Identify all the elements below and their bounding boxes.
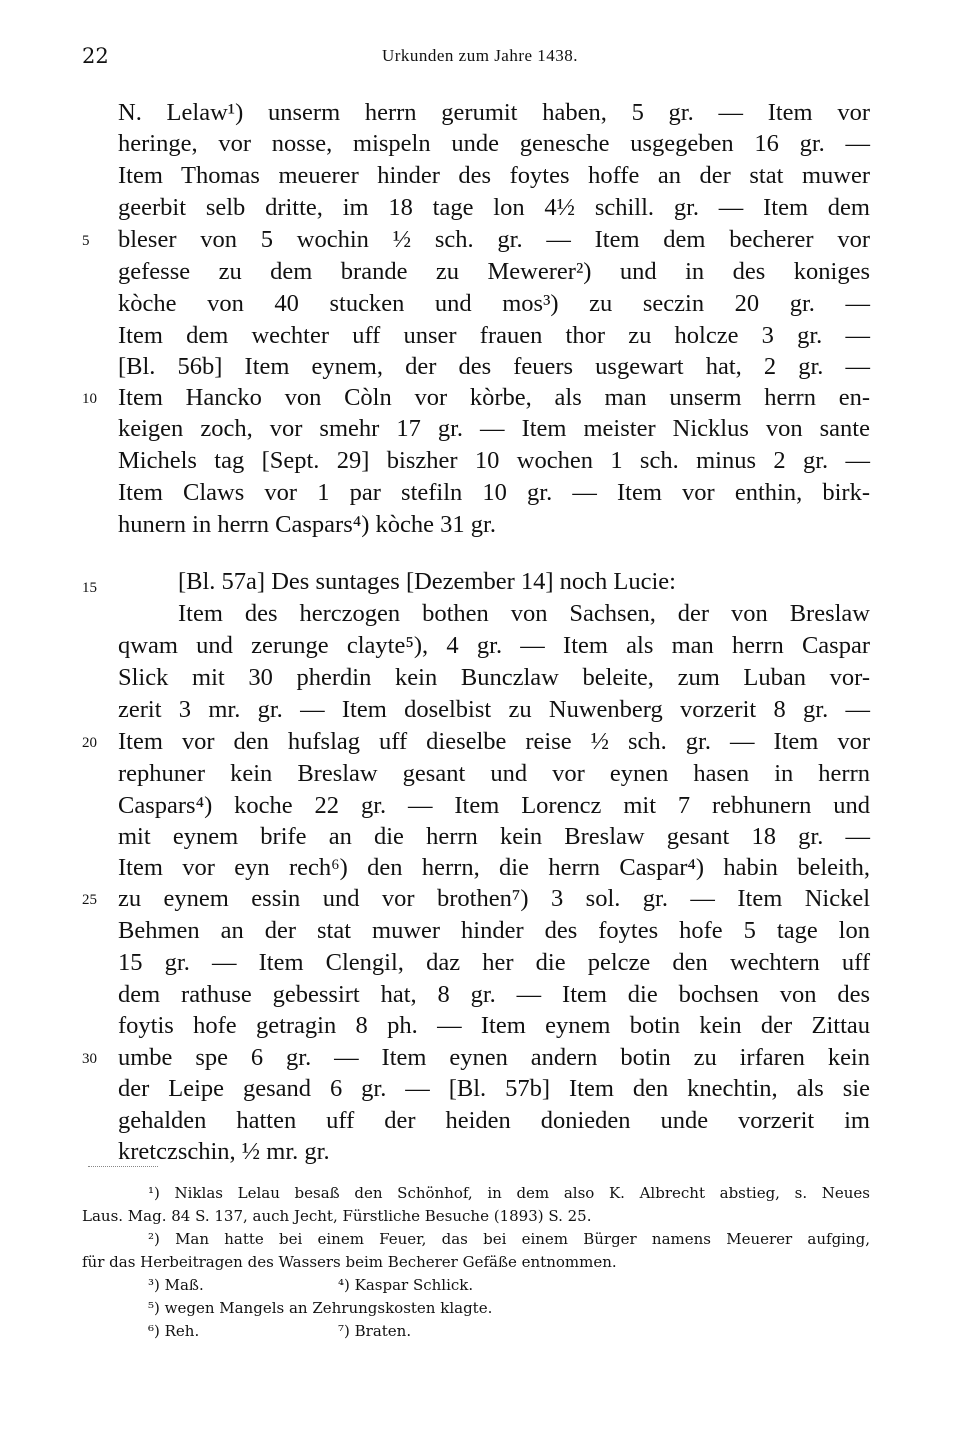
- body-line: heringe, vor nosse, mispeln unde genesche usgegeben 16 gr. —: [118, 130, 870, 157]
- page-number: 22: [82, 44, 109, 68]
- footnote-5: ⁵) wegen Mangels an Zehrungskosten klagte.: [148, 1299, 493, 1317]
- body-line: bleser von 5 wochin ½ sch. gr. — Item dem becherer vor: [118, 226, 870, 253]
- footnote-rule: [88, 1166, 158, 1167]
- body-line: Slick mit 30 pherdin kein Bunczlaw beleite, zum Luban vor-: [118, 664, 870, 691]
- body-line: Item Claws vor 1 par stefiln 10 gr. — Item vor enthin, birk-: [118, 479, 870, 506]
- footnote-1-line-1: ¹) Niklas Lelau besaß den Schönhof, in dem also K. Albrecht abstieg, s. Neues: [148, 1184, 870, 1202]
- body-line: Behmen an der stat muwer hinder des foytes hofe 5 tage lon: [118, 917, 870, 944]
- footnote-2-line-1: ²) Man hatte bei einem Feuer, das bei einem Bürger namens Meuerer aufging,: [148, 1230, 870, 1248]
- body-line: mit eynem brife an die herrn kein Breslaw gesant 18 gr. —: [118, 823, 870, 850]
- body-line: gehalden hatten uff der heiden donieden unde vorzerit im: [118, 1107, 870, 1134]
- body-line: kòche von 40 stucken und mos³) zu seczin 20 gr. —: [118, 290, 870, 317]
- body-line: Item Thomas meuerer hinder des foytes hoffe an der stat muwer: [118, 162, 870, 189]
- body-line: foytis hofe getragin 8 ph. — Item eynem botin kein der Zittau: [118, 1012, 870, 1039]
- body-line: Item des herczogen bothen von Sachsen, der von Breslaw: [178, 600, 870, 627]
- body-line: qwam und zerunge clayte⁵), 4 gr. — Item als man herrn Caspar: [118, 632, 870, 659]
- body-line: zerit 3 mr. gr. — Item doselbist zu Nuwenberg vorzerit 8 gr. —: [118, 696, 870, 723]
- body-line: gefesse zu dem brande zu Mewerer²) und in des koniges: [118, 258, 870, 285]
- body-line: N. Lelaw¹) unserm herrn gerumit haben, 5 gr. — Item vor: [118, 99, 870, 126]
- footnote-6: ⁶) Reh.: [148, 1322, 200, 1340]
- body-line: geerbit selb dritte, im 18 tage lon 4½ schill. gr. — Item dem: [118, 194, 870, 221]
- line-number: 25: [82, 892, 97, 908]
- section-heading: [Bl. 57a] Des suntages [Dezember 14] noch Lucie:: [178, 568, 676, 595]
- body-line: Item Hancko von Còln vor kòrbe, als man unserm herrn en-: [118, 384, 870, 411]
- line-number: 20: [82, 735, 97, 751]
- body-line: dem rathuse gebessirt hat, 8 gr. — Item die bochsen von des: [118, 981, 870, 1008]
- body-line: [Bl. 56b] Item eynem, der des feuers usgewart hat, 2 gr. —: [118, 353, 870, 380]
- body-line: zu eynem essin und vor brothen⁷) 3 sol. gr. — Item Nickel: [118, 885, 870, 912]
- footnote-row-6-7: [148, 1320, 411, 1342]
- footnote-4: ⁴) Kaspar Schlick.: [338, 1276, 474, 1294]
- body-line: der Leipe gesand 6 gr. — [Bl. 57b] Item den knechtin, als sie: [118, 1075, 870, 1102]
- line-number: 5: [82, 233, 90, 249]
- footnote-3: ³) Maß.: [148, 1276, 204, 1294]
- body-line: Michels tag [Sept. 29] biszher 10 wochen 1 sch. minus 2 gr. —: [118, 447, 870, 474]
- body-line: Caspars⁴) koche 22 gr. — Item Lorencz mit 7 rebhunern und: [118, 792, 870, 819]
- body-line: umbe spe 6 gr. — Item eynen andern botin zu irfaren kein: [118, 1044, 870, 1071]
- body-line: 15 gr. — Item Clengil, daz her die pelcze den wechtern uff: [118, 949, 870, 976]
- footnote-7: ⁷) Braten.: [338, 1322, 412, 1340]
- body-line: Item vor eyn rech⁶) den herrn, die herrn Caspar⁴) habin beleith,: [118, 854, 870, 881]
- footnote-1-line-2: Laus. Mag. 84 S. 137, auch Jecht, Fürstliche Besuche (1893) S. 25.: [82, 1207, 592, 1225]
- body-line: hunern in herrn Caspars⁴) kòche 31 gr.: [118, 511, 496, 538]
- body-line: kretczschin, ½ mr. gr.: [118, 1138, 330, 1165]
- footnote-row-5: [148, 1297, 492, 1319]
- body-line: rephuner kein Breslaw gesant und vor eynen hasen in herrn: [118, 760, 870, 787]
- body-line: Item vor den hufslag uff dieselbe reise ½ sch. gr. — Item vor: [118, 728, 870, 755]
- footnote-2-line-2: für das Herbeitragen des Wassers beim Becherer Gefäße entnommen.: [82, 1253, 617, 1271]
- line-number: 15: [82, 580, 97, 596]
- line-number: 10: [82, 391, 97, 407]
- line-number: 30: [82, 1051, 97, 1067]
- body-line: Item dem wechter uff unser frauen thor zu holcze 3 gr. —: [118, 322, 870, 349]
- running-title: Urkunden zum Jahre 1438.: [381, 46, 579, 65]
- body-line: keigen zoch, vor smehr 17 gr. — Item meister Nicklus von sante: [118, 415, 870, 442]
- footnote-row-3-4: [148, 1274, 473, 1296]
